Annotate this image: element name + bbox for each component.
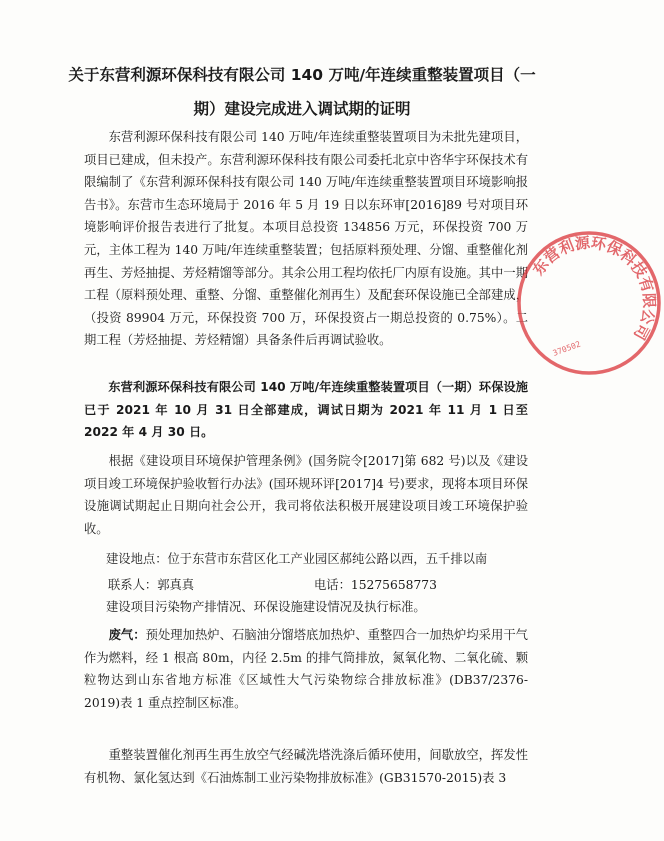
svg-text:东营利源环保科技有限公司: [529, 233, 658, 342]
paragraph-project-overview: 东营利源环保科技有限公司 140 万吨/年连续重整装置项目为未批先建项目，项目已建成，但未投产。东营利源环保科技有限公司委托北京中咨华宇环保技术有限编制了《东营利源环保科技有限公司 140 万吨/年连续重整装置项目环境影响报告书》。东营市生态环境局于 2016 年 5 月 19 日以东环审[2016]89 号对项目环境影响评价报告表进行了批复。本项目总投资 134856 万元，环保投资 700 万元，主体工程为 140 万吨/年连续重整装置；包括原料预处理、分馏、重整催化剂再生、芳烃抽提、芳烃精馏等部分。其余公用工程均依托厂内原有设施。其中一期工程（原料预处理、重整、分馏、重整催化剂再生）及配套环保设施已全部建成，（投资 89904 万元，环保投资 700 万，环保投资占一期总投资的 0.75%）。二期工程（芳烃抽提、芳烃精馏）具备条件后再调试验收。: [84, 130, 528, 348]
section-intro: 建设项目污染物产排情况、环保设施建设情况及执行标准。: [106, 600, 426, 614]
seal-text: 东营利源环保科技有限公司: [529, 233, 659, 343]
contact-person: 联系人：郭真真: [108, 578, 195, 592]
paragraph-debugging-period: 东营利源环保科技有限公司 140 万吨/年连续重整装置项目（一期）环保设施已于 2021 年 10 月 31 日全部建成，调试日期为 2021 年 11 月 1 日至 2022 年 4 月 30 日。: [84, 380, 528, 440]
seal-icon: [514, 228, 664, 378]
seal-number: 370502: [551, 339, 582, 358]
waste-gas-label: 废气：: [108, 628, 146, 642]
contact-phone: 电话：15275658773: [314, 578, 437, 592]
paragraph-catalyst-regeneration: 重整装置催化剂再生再生放空气经碱洗塔洗涤后循环使用，间歇放空，挥发性有机物、氯化氢达到《石油炼制工业污染物排放标准》(GB31570-2015)表 3: [84, 748, 528, 785]
paragraph-legal-basis: 根据《建设项目环境保护管理条例》(国务院令[2017]第 682 号)以及《建设项目竣工环境保护验收暂行办法》(国环规环评[2017]4 号)要求，现将本项目环保设施调试期起止日期向社会公开，我司将依法积极开展建设项目竣工环境保护验收。: [84, 454, 528, 536]
paragraph-waste-gas: [84, 624, 528, 714]
construction-location: 建设地点：位于东营市东营区化工产业园区郝纯公路以西，五千排以南: [106, 552, 488, 566]
company-seal: [514, 228, 664, 378]
waste-gas-text: 预处理加热炉、石脑油分馏塔底加热炉、重整四合一加热炉均采用干气作为燃料，经 1 根高 80m，内径 2.5m 的排气筒排放，氮氧化物、二氧化硫、颗粒物达到山东省地方标准《区域性大气污染物综合排放标准》(DB37/2376-2019)表 1 重点控制区标准。: [84, 628, 528, 710]
document-title: 关于东营利源环保科技有限公司 140 万吨/年连续重整装置项目（一期）建设完成进入调试期的证明: [68, 66, 536, 118]
